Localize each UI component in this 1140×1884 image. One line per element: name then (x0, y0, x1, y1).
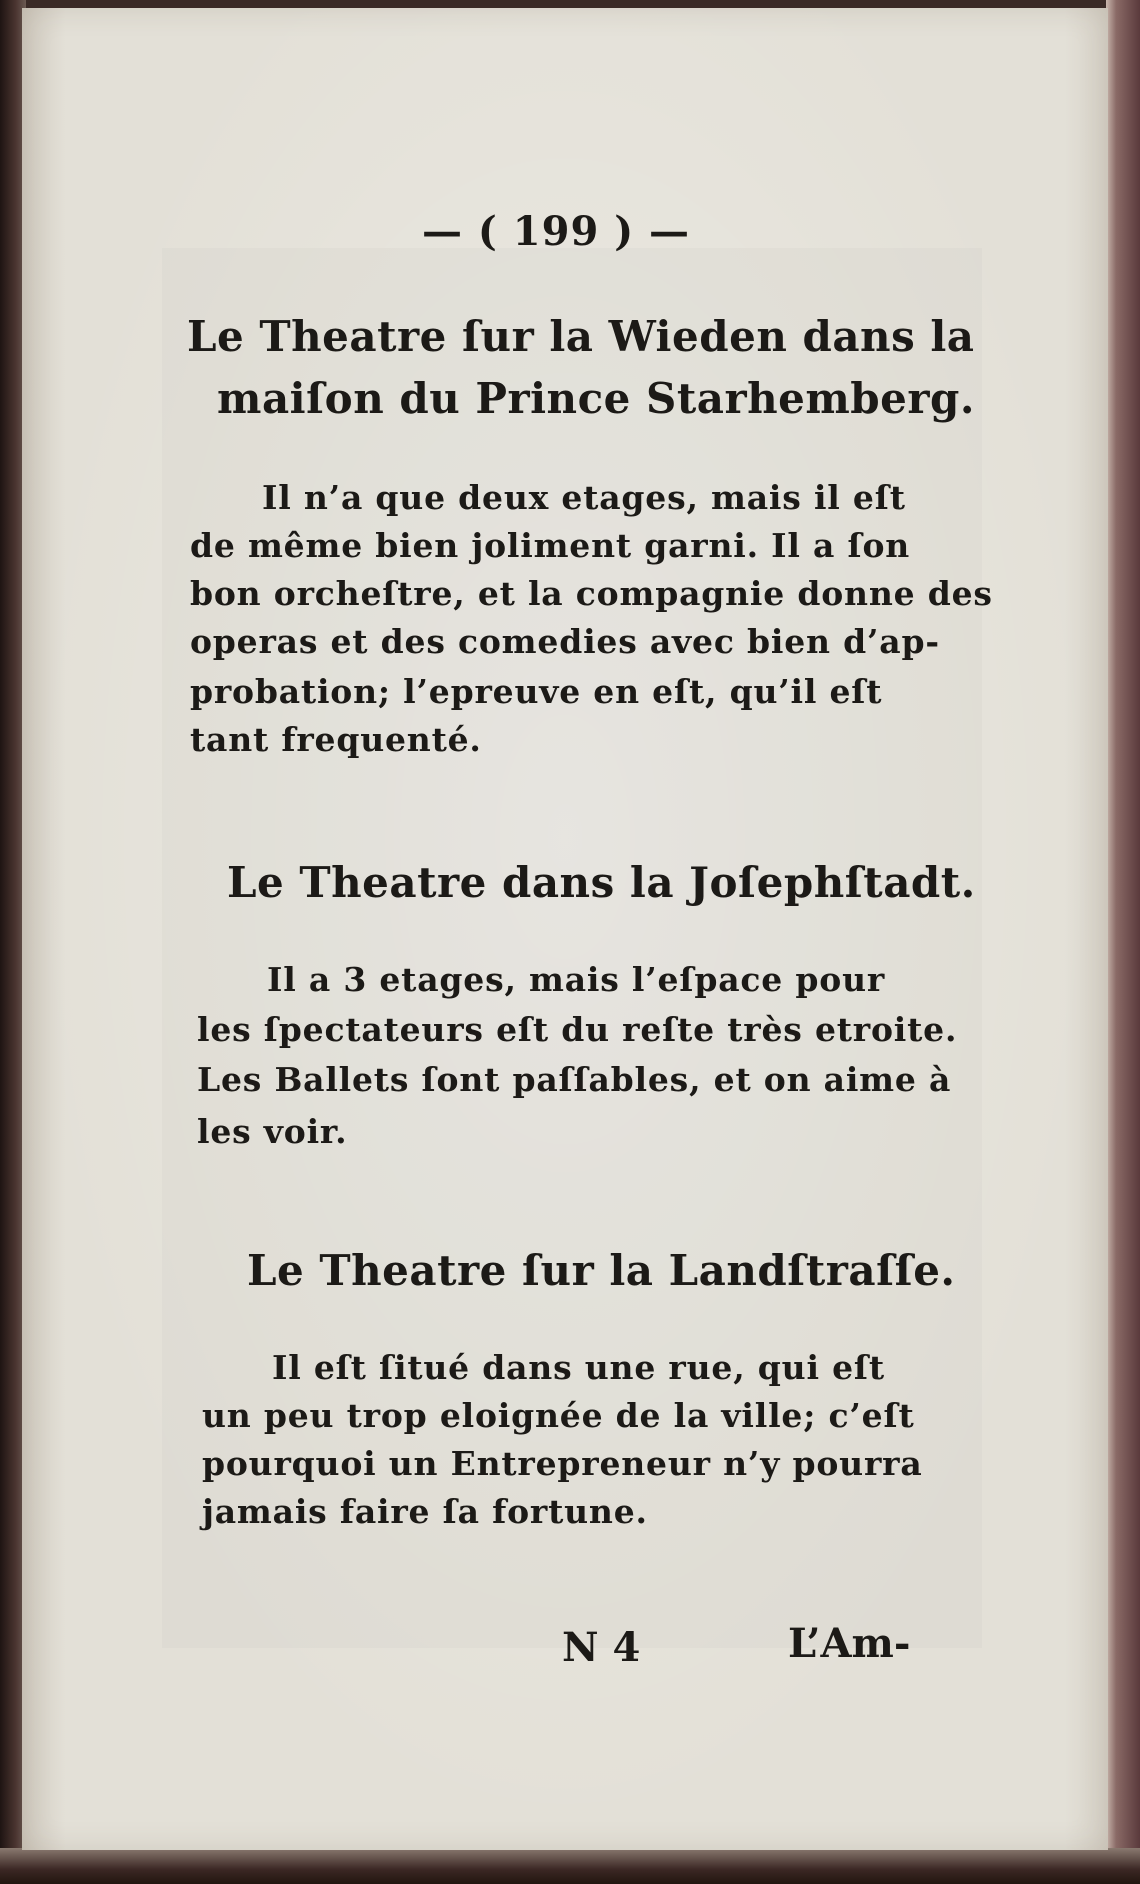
section-2-line-4: les voir. (197, 1112, 348, 1151)
page-number: — ( 199 ) — (422, 208, 691, 255)
section-1-line-1: Il n’a que deux etages, mais il eſt (262, 478, 906, 517)
section-1-line-4: operas et des comedies avec bien d’ap- (190, 622, 940, 661)
section-1-line-5: probation; l’epreuve en eſt, qu’il eſt (190, 672, 883, 711)
signature-mark: N 4 (562, 1624, 641, 1671)
section-2-heading: Le Theatre dans la Joſephſtadt. (227, 858, 976, 907)
section-3-heading: Le Theatre ſur la Landſtraſſe. (247, 1246, 956, 1295)
section-2-line-1: Il a 3 etages, mais l’eſpace pour (267, 960, 886, 999)
book-bottom-edge (0, 1848, 1140, 1884)
section-2-line-3: Les Ballets ſont paſſables, et on aime à (197, 1060, 952, 1099)
section-3-line-1: Il eſt ſitué dans une rue, qui eſt (272, 1348, 885, 1387)
book-page (22, 8, 1108, 1850)
section-3-line-2: un peu trop eloignée de la ville; c’eſt (202, 1396, 915, 1435)
section-3-line-3: pourquoi un Entrepreneur n’y pourra (202, 1444, 923, 1483)
section-1-line-3: bon orcheſtre, et la compagnie donne des (190, 574, 993, 613)
section-1-line-6: tant frequenté. (190, 720, 482, 759)
section-1-heading-line-2: maiſon du Prince Starhemberg. (217, 374, 975, 423)
section-1-line-2: de même bien joliment garni. Il a ſon (190, 526, 911, 565)
book-board-edge (1106, 0, 1140, 1884)
show-through (162, 248, 982, 1648)
catchword: L’Am- (788, 1620, 911, 1667)
section-1-heading-line-1: Le Theatre ſur la Wieden dans la (187, 312, 975, 361)
section-3-line-4: jamais faire ſa fortune. (202, 1492, 648, 1531)
section-2-line-2: les ſpectateurs eſt du reſte très etroite. (197, 1010, 958, 1049)
